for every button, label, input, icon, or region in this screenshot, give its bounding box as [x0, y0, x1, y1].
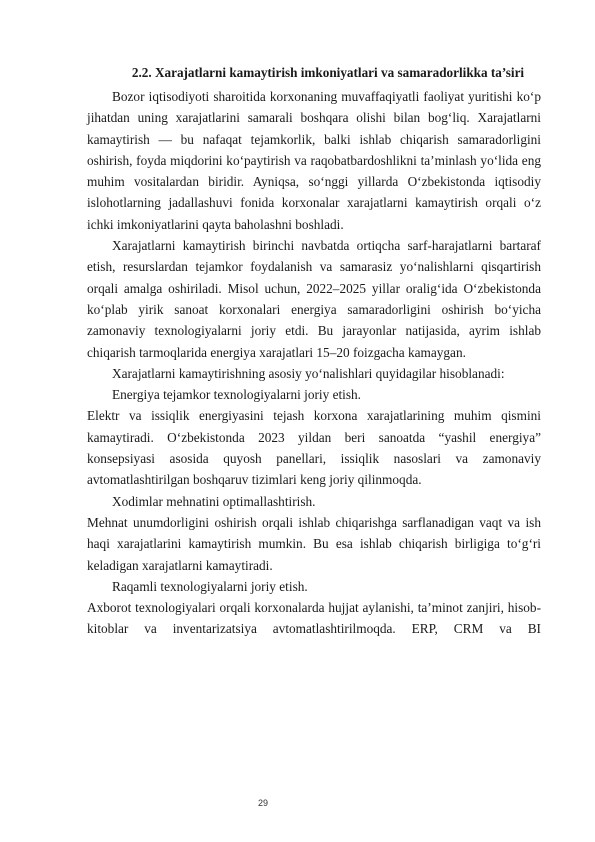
- paragraph-directions-lead: Xarajatlarni kamaytirishning asosiy yo‘nalishlari quyidagilar hisoblanadi:: [112, 365, 505, 381]
- list-item-energy-heading: Energiya tejamkor texnologiyalarni joriy etish.: [112, 387, 362, 403]
- paragraph-intro: Bozor iqtisodiyoti sharoitida korxonaning muvaffaqiyatli faoliyat yuritishi ko‘p jihatdan uning xarajatlarini samarali boshqara olishi bilan bog‘liq. Xarajatlarni kamaytirish — bu nafaqat tejamkorlik, balki ishlab chiqarish samaradorligini oshirish, foyda miqdorini ko‘paytirish va raqobatbardoshlikni ta’minlash yo‘lida eng muhim vositalardan biridir. Ayniqsa, so‘nggi yillarda O‘zbekistonda iqtisodiy islohotlarning jadallashuvi fonida korxonalar xarajatlarni kamaytirish orqali o‘z ichki imkoniyatlarini qayta baholashni boshladi.: [87, 89, 541, 232]
- paragraph-energy: Elektr va issiqlik energiyasini tejash korxona xarajatlarining muhim qismini kamaytiradi. O‘zbekistonda 2023 yildan beri sanoatda “yashil energiya” konsepsiyasi asosida quyosh panellari, issiqlik nasoslari va zamonaviy avtomatlashtirilgan boshqaruv tizimlari keng joriy qilinmoqda.: [87, 408, 541, 488]
- document-page: [87, 64, 541, 640]
- paragraph-labor: Mehnat unumdorligini oshirish orqali ishlab chiqarishga sarflanadigan vaqt va ish haqi xarajatlarini kamaytirish mumkin. Bu esa ishlab chiqarish birligiga to‘g‘ri keladigan xarajatlarni kamaytiradi.: [87, 514, 541, 573]
- paragraph-digital: Axborot texnologiyalari orqali korxonalarda hujjat aylanishi, ta’minot zanjiri, hisob-kitoblar va inventarizatsiya avtomatlashtirilmoqda. ERP, CRM va BI: [87, 600, 541, 637]
- list-item-labor-heading: Xodimlar mehnatini optimallashtirish.: [112, 493, 316, 509]
- list-item-digital-heading: Raqamli texnologiyalarni joriy etish.: [112, 578, 308, 594]
- page-number: 29: [258, 798, 269, 808]
- section-heading: 2.2. Xarajatlarni kamaytirish imkoniyatlari va samaradorlikka ta’siri: [131, 65, 525, 80]
- paragraph-cost-reduction: Xarajatlarni kamaytirish birinchi navbatda ortiqcha sarf-harajatlarni bartaraf etish, resurslardan tejamkor foydalanish va samarasiz yo‘nalishlarni qisqartirish orqali amalga oshiriladi. Misol uchun, 2022–2025 yillar oralig‘ida O‘zbekistonda ko‘plab yirik sanoat korxonalari energiya samaradorligini oshirish bo‘yicha zamonaviy texnologiyalarni joriy etdi. Bu jarayonlar natijasida, ayrim ishlab chiqarish tarmoqlarida energiya xarajatlari 15–20 foizgacha kamaygan.: [87, 238, 541, 360]
